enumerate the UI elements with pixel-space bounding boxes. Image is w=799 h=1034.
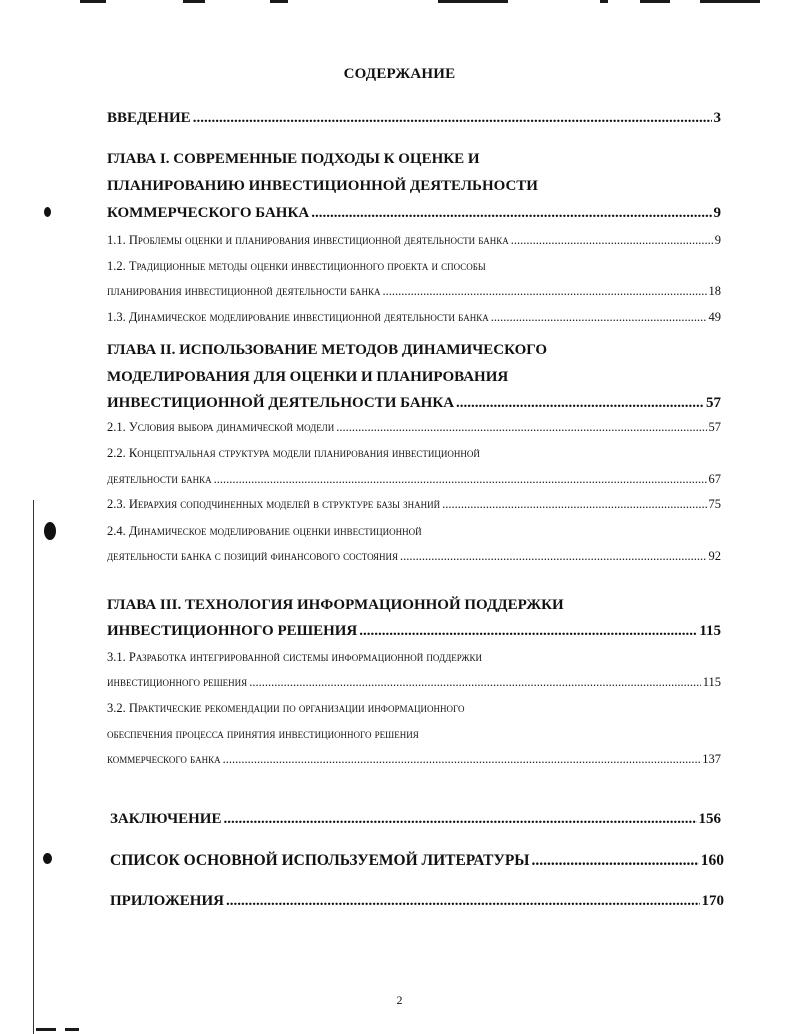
toc-section-1-2 xyxy=(107,284,721,299)
section-1-3-text: 1.3. Динамическое моделирование инвестиционной деятельности банка xyxy=(107,310,489,324)
section-3-2-line3: коммерческого банка xyxy=(107,752,221,766)
scan-artifact-bottom-2 xyxy=(65,1028,79,1031)
chapter3-page: 115 xyxy=(699,623,721,639)
toc-chapter2 xyxy=(107,395,721,412)
toc-literature xyxy=(110,852,724,870)
leader-dots xyxy=(223,752,701,767)
chapter1-title-line3: КОММЕРЧЕСКОГО БАНКА xyxy=(107,205,310,221)
chapter2-title-line1: ГЛАВА II. ИСПОЛЬЗОВАНИЕ МЕТОДОВ ДИНАМИЧЕСКОГО xyxy=(107,342,548,358)
section-2-4-line2: деятельности банка с позиций финансового состояния xyxy=(107,549,399,563)
section-1-1-page: 9 xyxy=(714,233,721,247)
toc-section-2-1 xyxy=(107,420,721,435)
toc-intro-text: ВВЕДЕНИЕ xyxy=(107,110,191,126)
chapter1-page: 9 xyxy=(713,205,721,221)
toc-section-1-1 xyxy=(107,233,721,248)
section-2-3-text: 2.3. Иерархия соподчиненных моделей в структуре базы знаний xyxy=(107,497,441,511)
toc-section-3-1 xyxy=(107,675,721,690)
section-2-2-line1: 2.2. Концептуальная структура модели планирования инвестиционной xyxy=(107,446,480,460)
chapter2-page: 57 xyxy=(706,395,721,411)
leader-dots xyxy=(532,852,699,870)
leader-dots xyxy=(511,233,713,248)
section-3-1-line2: инвестиционного решения xyxy=(107,675,248,689)
toc-section-1-3 xyxy=(107,310,721,325)
literature-page: 160 xyxy=(700,852,724,869)
scan-artifact-blob-3 xyxy=(43,853,52,864)
scan-artifact-blob-2 xyxy=(44,522,56,540)
scan-artifact-bottom-1 xyxy=(36,1028,56,1031)
leader-dots xyxy=(226,893,700,910)
toc-intro xyxy=(107,110,721,127)
chapter2-title-line2: МОДЕЛИРОВАНИЯ ДЛЯ ОЦЕНКИ И ПЛАНИРОВАНИЯ xyxy=(107,369,509,385)
section-1-3-page: 49 xyxy=(708,310,721,324)
section-1-1-text: 1.1. Проблемы оценки и планирования инвестиционной деятельности банка xyxy=(107,233,509,247)
section-3-2-line2: обеспечения процесса принятия инвестиционного решения xyxy=(107,727,419,741)
section-1-2-line2: планирования инвестиционной деятельности банка xyxy=(107,284,381,298)
leader-dots xyxy=(336,420,706,435)
appendix-text: ПРИЛОЖЕНИЯ xyxy=(110,893,224,909)
section-2-2-page: 67 xyxy=(708,472,721,486)
leader-dots xyxy=(249,675,701,690)
section-2-1-page: 57 xyxy=(708,420,721,434)
section-2-3-page: 75 xyxy=(708,497,721,511)
section-3-1-line1: 3.1. Разработка интегрированной системы информационной поддержки xyxy=(107,650,482,664)
leader-dots xyxy=(214,472,707,487)
scan-artifact-blob-1 xyxy=(44,207,51,217)
leader-dots xyxy=(491,310,707,325)
conclusion-page: 156 xyxy=(698,811,721,827)
leader-dots xyxy=(382,284,706,299)
chapter1-title-line2: ПЛАНИРОВАНИЮ ИНВЕСТИЦИОННОЙ ДЕЯТЕЛЬНОСТИ xyxy=(107,178,538,194)
toc-section-2-4 xyxy=(107,549,721,564)
appendix-page: 170 xyxy=(701,893,724,909)
toc-section-2-3 xyxy=(107,497,721,512)
section-3-2-line1: 3.2. Практические рекомендации по организации информационного xyxy=(107,701,465,715)
scan-artifact-top-5 xyxy=(600,0,608,3)
leader-dots xyxy=(223,811,696,828)
toc-intro-page: 3 xyxy=(713,110,721,126)
scan-artifact-top-2 xyxy=(183,0,205,3)
leader-dots xyxy=(456,395,704,412)
conclusion-text: ЗАКЛЮЧЕНИЕ xyxy=(110,811,222,827)
literature-text: СПИСОК ОСНОВНОЙ ИСПОЛЬЗУЕМОЙ ЛИТЕРАТУРЫ xyxy=(110,852,530,869)
scan-artifact-top-4 xyxy=(438,0,508,3)
chapter3-title-line2: ИНВЕСТИЦИОННОГО РЕШЕНИЯ xyxy=(107,623,358,639)
section-3-1-page: 115 xyxy=(702,675,721,689)
leader-dots xyxy=(193,110,712,127)
section-1-2-page: 18 xyxy=(708,284,721,298)
toc-title: СОДЕРЖАНИЕ xyxy=(343,66,456,82)
toc-section-2-2 xyxy=(107,472,721,487)
chapter3-title-line1: ГЛАВА III. ТЕХНОЛОГИЯ ИНФОРМАЦИОННОЙ ПОДДЕРЖКИ xyxy=(107,597,564,613)
scan-artifact-top-1 xyxy=(80,0,106,3)
chapter2-title-line3: ИНВЕСТИЦИОННОЙ ДЕЯТЕЛЬНОСТИ БАНКА xyxy=(107,395,455,411)
section-2-1-text: 2.1. Условия выбора динамической модели xyxy=(107,420,335,434)
section-1-2-line1: 1.2. Традиционные методы оценки инвестиционного проекта и способы xyxy=(107,259,486,273)
section-2-4-line1: 2.4. Динамическое моделирование оценки инвестиционной xyxy=(107,524,422,538)
section-3-2-page: 137 xyxy=(702,752,721,766)
toc-chapter1 xyxy=(107,205,721,222)
scan-artifact-top-7 xyxy=(700,0,760,3)
toc-appendix xyxy=(110,893,724,910)
toc-section-3-2 xyxy=(107,752,721,767)
scan-artifact-top-3 xyxy=(270,0,288,3)
scan-artifact-left-line xyxy=(33,500,34,1034)
toc-chapter3 xyxy=(107,623,721,640)
leader-dots xyxy=(442,497,706,512)
chapter1-title-line1: ГЛАВА I. СОВРЕМЕННЫЕ ПОДХОДЫ К ОЦЕНКЕ И xyxy=(107,151,480,167)
section-2-4-page: 92 xyxy=(708,549,721,563)
page-number: 2 xyxy=(396,993,403,1007)
toc-conclusion xyxy=(110,811,721,828)
leader-dots xyxy=(311,205,711,222)
scan-artifact-top-6 xyxy=(640,0,670,3)
leader-dots xyxy=(400,549,706,564)
section-2-2-line2: деятельности банка xyxy=(107,472,212,486)
leader-dots xyxy=(359,623,697,640)
